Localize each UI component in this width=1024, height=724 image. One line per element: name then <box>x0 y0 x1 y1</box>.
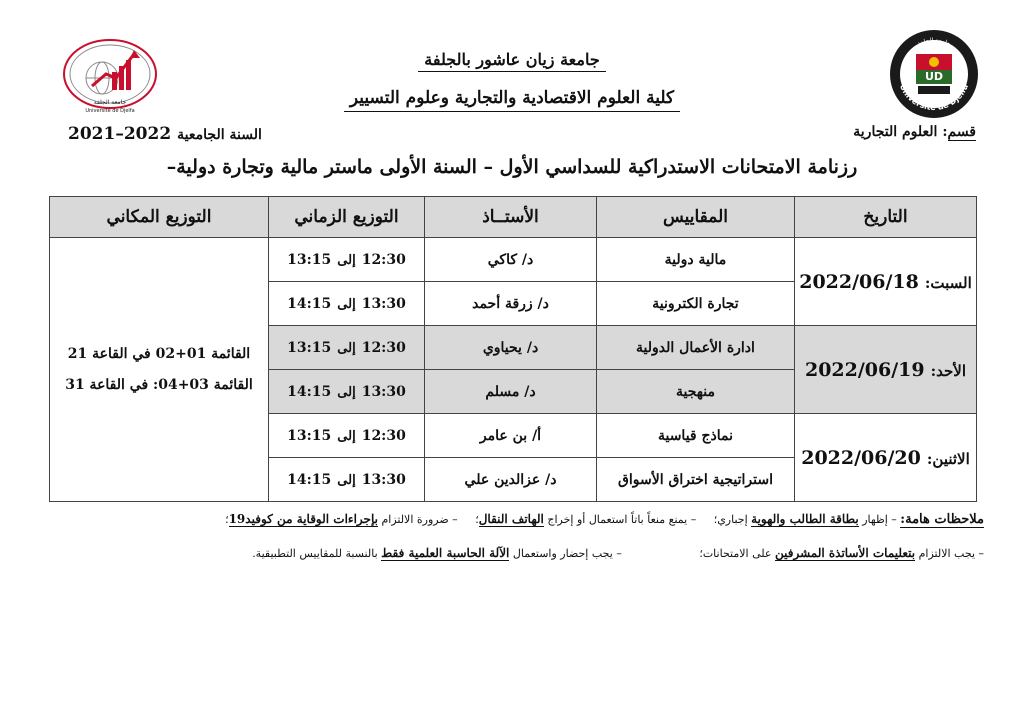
date-value: 2022/06/19 <box>804 358 925 381</box>
header-date: التاريخ <box>795 197 977 238</box>
note-covid: – ضرورة الالتزام بإجراءات الوقاية من كوفيد19؛ <box>225 512 458 526</box>
time-cell <box>269 414 425 458</box>
department-value: : العلوم التجارية <box>853 124 948 140</box>
time-cell <box>269 326 425 370</box>
day-name: السبت: <box>924 273 972 292</box>
academic-year-label: السنة الجامعية <box>177 127 262 143</box>
professor-cell: د/ يحياوي <box>425 326 597 370</box>
note-mobile-phone: – يمنع منعاً باتاً استعمال أو إخراج الهاتف النقال؛ <box>475 512 697 526</box>
professor-cell: د/ مسلم <box>425 370 597 414</box>
place-line-2: القائمة 03+04: في القاعة 31 <box>65 376 253 393</box>
note-supervisors: – يجب الالتزام بتعليمات الأساتذة المشرفين على الامتحانات؛ <box>699 546 984 560</box>
time-to: 14:15 <box>287 383 332 400</box>
notes-line-1 <box>40 512 984 527</box>
time-to-word: إلى <box>337 384 356 400</box>
day-name: الاثنين: <box>926 449 970 468</box>
day-name: الأحد: <box>930 361 967 380</box>
time-to-word: إلى <box>337 252 356 268</box>
exam-schedule-table <box>49 196 977 502</box>
time-to: 13:15 <box>287 427 332 444</box>
time-cell <box>269 370 425 414</box>
seal-ring-text: Université de Djelfa <box>897 82 971 113</box>
time-to-word: إلى <box>337 428 356 444</box>
academic-year-value: 2022–2021 <box>68 124 172 144</box>
subject-cell: مالية دولية <box>597 238 795 282</box>
header-time: التوزيع الزماني <box>269 197 425 238</box>
time-to-word: إلى <box>337 296 356 312</box>
time-to: 14:15 <box>287 295 332 312</box>
header-subject: المقاييس <box>597 197 795 238</box>
time-to-word: إلى <box>337 472 356 488</box>
place-cell <box>50 238 269 502</box>
header-place: التوزيع المكاني <box>50 197 269 238</box>
table-row <box>50 238 977 282</box>
time-from: 12:30 <box>361 427 406 444</box>
time-from: 13:30 <box>361 295 406 312</box>
university-name: جامعة زيان عاشور بالجلفة <box>0 50 1024 69</box>
exam-date-cell <box>795 238 977 326</box>
notes-label: ملاحظات هامة: <box>900 512 984 527</box>
emblem-caption-fr: Université de Djelfa <box>85 108 135 114</box>
emblem-caption-ar: جامعة الجلفة <box>93 99 127 106</box>
exam-date-cell <box>795 326 977 414</box>
table-header-row <box>50 197 977 238</box>
note-calculator: – يجب إحضار واستعمال الآلة الحاسبة العلمية فقط بالنسبة للمقاييس التطبيقية. <box>252 546 622 560</box>
department <box>853 124 976 140</box>
exam-date-cell <box>795 414 977 502</box>
subject-cell: استراتيجية اختراق الأسواق <box>597 458 795 502</box>
subject-cell: منهجية <box>597 370 795 414</box>
time-to: 14:15 <box>287 471 332 488</box>
notes-line-2 <box>40 546 984 560</box>
note-student-card: – إظهار بطاقة الطالب والهوية إجباري؛ <box>713 512 897 526</box>
academic-year <box>68 124 262 144</box>
date-value: 2022/06/20 <box>801 446 921 469</box>
time-to: 13:15 <box>287 339 332 356</box>
subject-cell: تجارة الكترونية <box>597 282 795 326</box>
subject-cell: نماذج قياسية <box>597 414 795 458</box>
time-from: 13:30 <box>361 471 406 488</box>
place-line-1: القائمة 01+02 في القاعة 21 <box>67 345 251 362</box>
subject-cell: ادارة الأعمال الدولية <box>597 326 795 370</box>
time-from: 13:30 <box>361 383 406 400</box>
document-title: رزنامة الامتحانات الاستدراكية للسداسي الأول – السنة الأولى ماستر مالية وتجارة دولية– <box>166 156 858 178</box>
seal-top-text: جامعة الجلفة <box>916 36 952 48</box>
faculty-name: كلية العلوم الاقتصادية والتجارية وعلوم التسيير <box>0 88 1024 108</box>
time-to-word: إلى <box>337 340 356 356</box>
professor-cell: د/ كاكي <box>425 238 597 282</box>
time-cell <box>269 458 425 502</box>
time-from: 12:30 <box>361 339 406 356</box>
time-to: 13:15 <box>287 251 332 268</box>
department-label: قسم <box>947 124 976 140</box>
professor-cell: د/ زرقة أحمد <box>425 282 597 326</box>
seal-letters: UD <box>924 70 944 83</box>
time-cell <box>269 282 425 326</box>
time-from: 12:30 <box>361 251 406 268</box>
date-value: 2022/06/18 <box>799 270 919 293</box>
professor-cell: أ/ بن عامر <box>425 414 597 458</box>
header-professor: الأستــاذ <box>425 197 597 238</box>
professor-cell: د/ عزالدين علي <box>425 458 597 502</box>
time-cell <box>269 238 425 282</box>
